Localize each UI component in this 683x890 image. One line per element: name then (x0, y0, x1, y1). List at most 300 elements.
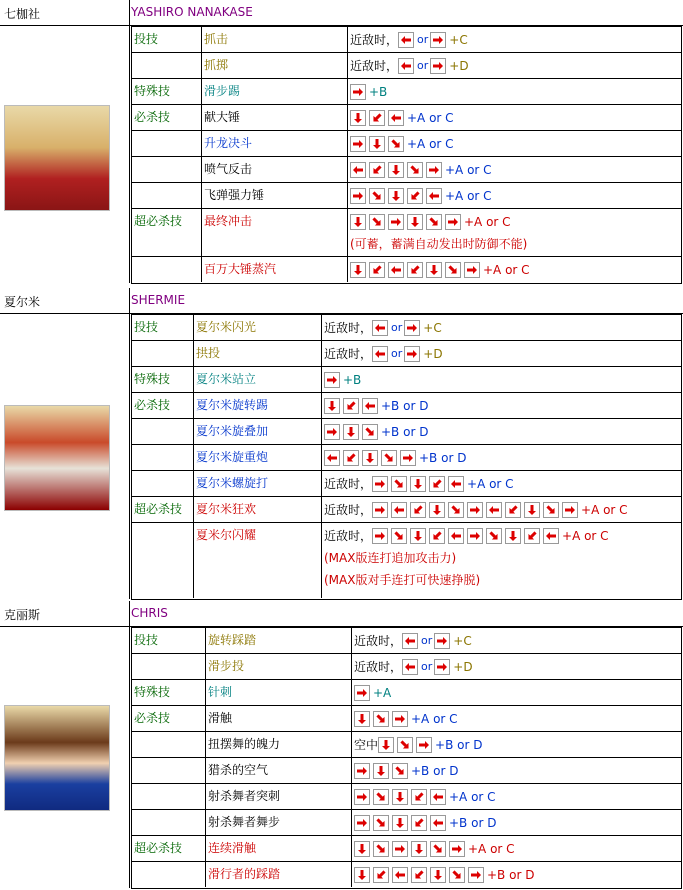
right-arrow-icon (430, 32, 446, 48)
move-row (132, 810, 681, 836)
character-section (0, 288, 683, 601)
command-prefix: 近敌时， (324, 321, 373, 335)
move-row (132, 257, 681, 282)
command-prefix: 近敌时， (354, 660, 403, 674)
command-button: +A or C (562, 529, 609, 543)
move-name: 扭摆舞的魄力 (206, 732, 352, 757)
down-arrow-icon (411, 841, 427, 857)
character-section (0, 601, 683, 890)
down-arrow-icon (378, 737, 394, 753)
move-name: 滑行者的踩踏 (206, 862, 352, 887)
right-arrow-icon (392, 841, 408, 857)
character-name-cn: 七枷社 (4, 7, 41, 21)
left-arrow-icon (402, 659, 418, 675)
command-button: +C (449, 33, 468, 47)
move-row (132, 836, 681, 862)
right-arrow-icon (350, 84, 366, 100)
command-line (354, 812, 679, 834)
command-line (324, 369, 679, 391)
move-command (352, 680, 681, 705)
command-line (354, 864, 679, 886)
down-arrow-icon (354, 711, 370, 727)
down-right-arrow-icon (486, 528, 502, 544)
right-arrow-icon (324, 372, 340, 388)
divider (129, 25, 130, 283)
move-row (132, 628, 681, 654)
move-row (132, 341, 681, 367)
down-left-arrow-icon (429, 528, 445, 544)
left-arrow-icon (388, 262, 404, 278)
down-right-arrow-icon (391, 476, 407, 492)
right-arrow-icon (354, 815, 370, 831)
move-type: 超必杀技 (132, 836, 206, 861)
move-command (348, 209, 681, 256)
down-arrow-icon (392, 789, 408, 805)
left-arrow-icon (372, 346, 388, 362)
command-line (324, 395, 679, 417)
move-table (131, 627, 682, 889)
command-button: +C (423, 321, 442, 335)
right-arrow-icon (468, 867, 484, 883)
down-right-arrow-icon (373, 789, 389, 805)
move-type: 超必杀技 (132, 209, 202, 256)
down-arrow-icon (410, 528, 426, 544)
right-arrow-icon (464, 262, 480, 278)
move-name: 射杀舞者舞步 (206, 810, 352, 835)
command-button: +D (423, 347, 443, 361)
down-left-arrow-icon (343, 398, 359, 414)
move-table (131, 314, 682, 600)
move-row (132, 157, 681, 183)
move-type (132, 810, 206, 835)
move-row (132, 732, 681, 758)
command-line (324, 525, 679, 547)
divider (129, 0, 130, 25)
move-command (322, 315, 681, 340)
command-line (350, 159, 679, 181)
or-label: or (421, 634, 433, 647)
move-command (352, 784, 681, 809)
down-left-arrow-icon (373, 867, 389, 883)
move-name: 旋转踩踏 (206, 628, 352, 653)
down-arrow-icon (388, 162, 404, 178)
move-type: 特殊技 (132, 367, 194, 392)
or-label: or (391, 347, 403, 360)
move-name: 夏尔米狂欢 (194, 497, 322, 522)
down-left-arrow-icon (411, 789, 427, 805)
right-arrow-icon (467, 502, 483, 518)
down-right-arrow-icon (449, 867, 465, 883)
down-left-arrow-icon (407, 262, 423, 278)
command-prefix: 近敌时， (324, 347, 373, 361)
move-name: 升龙决斗 (202, 131, 348, 156)
down-left-arrow-icon (369, 110, 385, 126)
down-arrow-icon (426, 262, 442, 278)
move-row (132, 706, 681, 732)
or-label: or (417, 33, 429, 46)
down-left-arrow-icon (410, 502, 426, 518)
right-arrow-icon (467, 528, 483, 544)
command-button: +B or D (487, 868, 535, 882)
character-header (0, 0, 683, 26)
down-right-arrow-icon (373, 815, 389, 831)
left-arrow-icon (388, 110, 404, 126)
move-command (348, 257, 681, 282)
move-type: 投技 (132, 27, 202, 52)
left-arrow-icon (543, 528, 559, 544)
move-type (132, 131, 202, 156)
down-right-arrow-icon (369, 188, 385, 204)
move-name: 百万大锤蒸汽 (202, 257, 348, 282)
move-command (352, 732, 681, 757)
command-button: +A or C (411, 712, 458, 726)
right-arrow-icon (430, 58, 446, 74)
command-button: +B or D (449, 816, 497, 830)
move-name: 拱投 (194, 341, 322, 366)
command-line (324, 547, 679, 569)
down-right-arrow-icon (448, 502, 464, 518)
move-name: 夏尔米旋叠加 (194, 419, 322, 444)
command-prefix: 近敌时， (350, 59, 399, 73)
move-type (132, 732, 206, 757)
command-button: +A or C (467, 477, 514, 491)
down-arrow-icon (354, 841, 370, 857)
command-prefix: 近敌时， (324, 477, 373, 491)
move-name: 夏尔米旋转踢 (194, 393, 322, 418)
move-type (132, 758, 206, 783)
right-arrow-icon (354, 685, 370, 701)
move-type: 必杀技 (132, 706, 206, 731)
move-command (322, 393, 681, 418)
move-name: 最终冲击 (202, 209, 348, 256)
left-arrow-icon (391, 502, 407, 518)
down-right-arrow-icon (369, 214, 385, 230)
move-name: 针刺 (206, 680, 352, 705)
down-arrow-icon (407, 214, 423, 230)
down-left-arrow-icon (369, 162, 385, 178)
left-arrow-icon (430, 815, 446, 831)
command-button: +A (373, 686, 392, 700)
move-row (132, 419, 681, 445)
divider (129, 626, 130, 888)
right-arrow-icon (404, 320, 420, 336)
command-line (350, 81, 679, 103)
command-button: +A or C (445, 189, 492, 203)
move-type (132, 53, 202, 78)
command-prefix: 近敌时， (354, 634, 403, 648)
move-row (132, 393, 681, 419)
down-arrow-icon (410, 476, 426, 492)
command-button: +C (453, 634, 472, 648)
command-line (324, 473, 679, 495)
right-arrow-icon (350, 136, 366, 152)
move-command (322, 497, 681, 522)
divider (129, 601, 130, 626)
move-type (132, 445, 194, 470)
down-arrow-icon (429, 502, 445, 518)
move-name: 献大锤 (202, 105, 348, 130)
down-arrow-icon (369, 136, 385, 152)
divider (129, 313, 130, 599)
move-name: 连续滑触 (206, 836, 352, 861)
right-arrow-icon (354, 763, 370, 779)
right-arrow-icon (404, 346, 420, 362)
move-row (132, 79, 681, 105)
down-arrow-icon (350, 262, 366, 278)
command-button: +B or D (419, 451, 467, 465)
move-command (352, 862, 681, 887)
down-arrow-icon (350, 110, 366, 126)
command-note: (可蓄，蓄满自动发出时防御不能) (350, 237, 528, 251)
move-row (132, 784, 681, 810)
move-row (132, 758, 681, 784)
down-arrow-icon (354, 867, 370, 883)
down-right-arrow-icon (392, 763, 408, 779)
right-arrow-icon (434, 633, 450, 649)
move-name: 飞弹强力锤 (202, 183, 348, 208)
command-button: +A or C (581, 503, 628, 517)
down-left-arrow-icon (429, 476, 445, 492)
character-header (0, 288, 683, 314)
command-line (350, 259, 679, 281)
move-type (132, 784, 206, 809)
command-line (350, 55, 679, 77)
left-arrow-icon (362, 398, 378, 414)
move-type: 投技 (132, 628, 206, 653)
move-row (132, 209, 681, 257)
character-section (0, 0, 683, 285)
right-arrow-icon (400, 450, 416, 466)
move-row (132, 315, 681, 341)
command-note: (MAX版连打追加攻击力) (324, 551, 457, 565)
command-line (324, 447, 679, 469)
move-command (352, 810, 681, 835)
command-button: +B or D (411, 764, 459, 778)
move-row (132, 445, 681, 471)
down-right-arrow-icon (407, 162, 423, 178)
command-line (324, 421, 679, 443)
move-type (132, 419, 194, 444)
move-name: 夏尔米闪光 (194, 315, 322, 340)
down-arrow-icon (350, 214, 366, 230)
down-right-arrow-icon (362, 424, 378, 440)
command-line (354, 734, 679, 756)
move-table (131, 26, 682, 284)
move-type: 特殊技 (132, 680, 206, 705)
move-command (348, 131, 681, 156)
move-command (348, 27, 681, 52)
right-arrow-icon (372, 528, 388, 544)
move-row (132, 27, 681, 53)
left-arrow-icon (486, 502, 502, 518)
command-button: +A or C (464, 215, 511, 229)
right-arrow-icon (354, 789, 370, 805)
move-type: 特殊技 (132, 79, 202, 104)
move-name: 射杀舞者突刺 (206, 784, 352, 809)
right-arrow-icon (449, 841, 465, 857)
command-button: +D (453, 660, 473, 674)
down-arrow-icon (505, 528, 521, 544)
command-note: (MAX版对手连打可快速挣脱) (324, 573, 481, 587)
character-portrait (4, 705, 110, 811)
move-name: 滑步投 (206, 654, 352, 679)
move-command (352, 654, 681, 679)
command-button: +A or C (407, 137, 454, 151)
command-button: +B or D (381, 399, 429, 413)
right-arrow-icon (426, 162, 442, 178)
move-row (132, 471, 681, 497)
move-command (348, 53, 681, 78)
move-command (352, 628, 681, 653)
command-line (324, 343, 679, 365)
command-line (324, 569, 679, 591)
move-command (322, 523, 681, 598)
move-type: 必杀技 (132, 393, 194, 418)
character-portrait (4, 405, 110, 511)
command-line (354, 682, 679, 704)
command-line (350, 185, 679, 207)
move-name: 夏尔米旋重炮 (194, 445, 322, 470)
move-command (348, 183, 681, 208)
down-arrow-icon (324, 398, 340, 414)
right-arrow-icon (392, 711, 408, 727)
right-arrow-icon (445, 214, 461, 230)
down-arrow-icon (373, 763, 389, 779)
move-type (132, 471, 194, 496)
move-name: 喷气反击 (202, 157, 348, 182)
command-line (350, 133, 679, 155)
or-label: or (391, 321, 403, 334)
left-arrow-icon (392, 867, 408, 883)
down-right-arrow-icon (373, 841, 389, 857)
down-left-arrow-icon (524, 528, 540, 544)
divider (129, 288, 130, 313)
right-arrow-icon (562, 502, 578, 518)
down-arrow-icon (388, 188, 404, 204)
right-arrow-icon (372, 476, 388, 492)
move-command (322, 367, 681, 392)
command-line (354, 760, 679, 782)
move-type: 超必杀技 (132, 497, 194, 522)
move-type (132, 523, 194, 598)
down-right-arrow-icon (397, 737, 413, 753)
command-line (354, 708, 679, 730)
down-right-arrow-icon (426, 214, 442, 230)
move-name: 夏米尔闪耀 (194, 523, 322, 598)
down-arrow-icon (430, 867, 446, 883)
character-name-cn: 夏尔米 (4, 295, 41, 309)
character-header (0, 601, 683, 627)
move-command (348, 105, 681, 130)
character-name-en: SHERMIE (131, 293, 186, 307)
left-arrow-icon (448, 528, 464, 544)
move-command (352, 836, 681, 861)
move-command (322, 445, 681, 470)
move-type (132, 862, 206, 887)
move-type (132, 654, 206, 679)
right-arrow-icon (324, 424, 340, 440)
move-row (132, 105, 681, 131)
character-name-en: YASHIRO NANAKASE (131, 5, 253, 19)
move-type: 投技 (132, 315, 194, 340)
move-row (132, 523, 681, 598)
command-line (354, 656, 679, 678)
down-right-arrow-icon (430, 841, 446, 857)
move-row (132, 680, 681, 706)
command-button: +B or D (435, 738, 483, 752)
move-row (132, 654, 681, 680)
command-line (350, 107, 679, 129)
left-arrow-icon (350, 162, 366, 178)
move-row (132, 183, 681, 209)
down-arrow-icon (524, 502, 540, 518)
left-arrow-icon (426, 188, 442, 204)
left-arrow-icon (398, 32, 414, 48)
command-button: +B or D (381, 425, 429, 439)
left-arrow-icon (448, 476, 464, 492)
move-name: 猎杀的空气 (206, 758, 352, 783)
character-portrait (4, 105, 110, 211)
move-row (132, 131, 681, 157)
down-right-arrow-icon (543, 502, 559, 518)
command-button: +B (369, 85, 388, 99)
move-name: 夏尔米螺旋打 (194, 471, 322, 496)
or-label: or (421, 660, 433, 673)
command-line (354, 630, 679, 652)
command-line (324, 317, 679, 339)
right-arrow-icon (434, 659, 450, 675)
command-line (354, 838, 679, 860)
move-type (132, 157, 202, 182)
command-button: +A or C (449, 790, 496, 804)
move-type: 必杀技 (132, 105, 202, 130)
command-prefix: 近敌时， (350, 33, 399, 47)
command-button: +A or C (483, 263, 530, 277)
down-arrow-icon (392, 815, 408, 831)
right-arrow-icon (388, 214, 404, 230)
command-line (354, 786, 679, 808)
move-name: 抓击 (202, 27, 348, 52)
move-type (132, 257, 202, 282)
character-name-en: CHRIS (131, 606, 168, 620)
command-button: +B (343, 373, 362, 387)
move-name: 滑步踢 (202, 79, 348, 104)
down-arrow-icon (362, 450, 378, 466)
move-command (322, 341, 681, 366)
move-command (322, 419, 681, 444)
left-arrow-icon (372, 320, 388, 336)
command-prefix: 空中 (354, 738, 379, 752)
move-row (132, 497, 681, 523)
move-command (348, 79, 681, 104)
move-type (132, 341, 194, 366)
command-prefix: 近敌时， (324, 529, 373, 543)
command-button: +A or C (445, 163, 492, 177)
move-row (132, 862, 681, 887)
command-button: +A or C (407, 111, 454, 125)
down-left-arrow-icon (369, 262, 385, 278)
command-prefix: 近敌时， (324, 503, 373, 517)
command-button: +D (449, 59, 469, 73)
move-command (322, 471, 681, 496)
move-type (132, 183, 202, 208)
move-command (352, 758, 681, 783)
down-right-arrow-icon (373, 711, 389, 727)
command-line (350, 211, 679, 233)
move-row (132, 53, 681, 79)
down-right-arrow-icon (391, 528, 407, 544)
character-name-cn: 克丽斯 (4, 608, 41, 622)
